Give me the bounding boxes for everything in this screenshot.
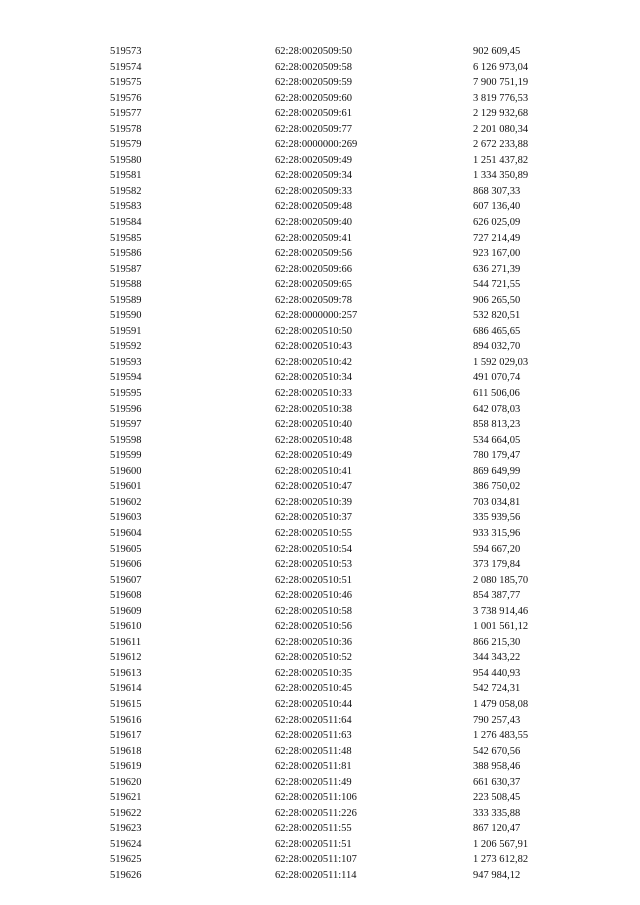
table-row [110, 448, 590, 464]
row-number-cell: 519582 [110, 185, 142, 197]
table-row [110, 635, 590, 651]
row-number-cell: 519594 [110, 372, 142, 384]
row-number-cell: 519614 [110, 683, 142, 695]
row-number-cell: 519601 [110, 481, 142, 493]
cadastral-value-cell: 661 630,37 [473, 776, 521, 788]
row-number-cell: 519621 [110, 792, 142, 804]
cadastral-value-cell: 388 958,46 [473, 761, 521, 773]
table-row [110, 122, 590, 138]
table-row [110, 573, 590, 589]
cadastral-value-cell: 532 820,51 [473, 310, 521, 322]
cadastral-number-cell: 62:28:0020511:48 [275, 745, 352, 757]
table-row [110, 604, 590, 620]
row-number-cell: 519574 [110, 61, 142, 73]
row-number-cell: 519579 [110, 139, 142, 151]
row-number-cell: 519575 [110, 77, 142, 89]
cadastral-number-cell: 62:28:0020509:65 [275, 279, 353, 291]
row-number-cell: 519622 [110, 807, 142, 819]
row-number-cell: 519576 [110, 92, 142, 104]
cadastral-value-cell: 2 201 080,34 [473, 123, 529, 135]
cadastral-value-cell: 780 179,47 [473, 450, 521, 462]
cadastral-number-cell: 62:28:0020510:37 [275, 512, 353, 524]
cadastral-value-cell: 894 032,70 [473, 341, 521, 353]
cadastral-number-cell: 62:28:0020510:58 [275, 605, 353, 617]
row-number-cell: 519588 [110, 279, 142, 291]
cadastral-value-cell: 1 334 350,89 [473, 170, 529, 182]
row-number-cell: 519616 [110, 714, 142, 726]
row-number-cell: 519592 [110, 341, 142, 353]
row-number-cell: 519581 [110, 170, 142, 182]
cadastral-number-cell: 62:28:0020511:64 [275, 714, 352, 726]
cadastral-number-cell: 62:28:0020510:40 [275, 419, 353, 431]
table-row [110, 821, 590, 837]
table-row [110, 775, 590, 791]
cadastral-number-cell: 62:28:0020511:107 [275, 854, 357, 866]
cadastral-value-cell: 2 080 185,70 [473, 574, 529, 586]
table-row [110, 60, 590, 76]
cadastral-value-cell: 1 273 612,82 [473, 854, 529, 866]
cadastral-value-cell: 534 664,05 [473, 434, 521, 446]
table-row [110, 433, 590, 449]
table-row [110, 168, 590, 184]
cadastral-value-cell: 867 120,47 [473, 823, 521, 835]
cadastral-number-cell: 62:28:0000000:257 [275, 310, 358, 322]
cadastral-value-cell: 223 508,45 [473, 792, 521, 804]
cadastral-number-cell: 62:28:0020510:41 [275, 465, 353, 477]
cadastral-value-cell: 933 315,96 [473, 527, 521, 539]
cadastral-value-cell: 866 215,30 [473, 636, 521, 648]
cadastral-value-cell: 373 179,84 [473, 559, 521, 571]
row-number-cell: 519583 [110, 201, 142, 213]
cadastral-value-cell: 854 387,77 [473, 590, 521, 602]
cadastral-number-cell: 62:28:0020510:38 [275, 403, 353, 415]
row-number-cell: 519618 [110, 745, 142, 757]
cadastral-value-cell: 858 813,23 [473, 419, 521, 431]
row-number-cell: 519590 [110, 310, 142, 322]
row-number-cell: 519625 [110, 854, 142, 866]
cadastral-value-cell: 2 129 932,68 [473, 108, 529, 120]
table-row [110, 510, 590, 526]
cadastral-number-cell: 62:28:0020510:35 [275, 667, 353, 679]
cadastral-number-cell: 62:28:0020510:33 [275, 388, 353, 400]
row-number-cell: 519596 [110, 403, 142, 415]
cadastral-value-cell: 542 670,56 [473, 745, 521, 757]
table-row [110, 806, 590, 822]
table-row [110, 277, 590, 293]
cadastral-value-cell: 686 465,65 [473, 325, 521, 337]
cadastral-number-cell: 62:28:0020510:56 [275, 621, 353, 633]
cadastral-value-cell: 636 271,39 [473, 263, 521, 275]
cadastral-value-cell: 923 167,00 [473, 248, 521, 260]
cadastral-number-cell: 62:28:0020509:60 [275, 92, 353, 104]
table-row [110, 402, 590, 418]
cadastral-value-cell: 6 126 973,04 [473, 61, 529, 73]
row-number-cell: 519600 [110, 465, 142, 477]
cadastral-value-cell: 906 265,50 [473, 294, 521, 306]
row-number-cell: 519605 [110, 543, 142, 555]
cadastral-value-cell: 954 440,93 [473, 667, 521, 679]
cadastral-number-cell: 62:28:0020509:49 [275, 154, 353, 166]
row-number-cell: 519609 [110, 605, 142, 617]
table-row [110, 650, 590, 666]
table-row [110, 713, 590, 729]
table-row [110, 215, 590, 231]
row-number-cell: 519598 [110, 434, 142, 446]
row-number-cell: 519610 [110, 621, 142, 633]
cadastral-number-cell: 62:28:0020511:106 [275, 792, 357, 804]
row-number-cell: 519615 [110, 698, 142, 710]
cadastral-value-cell: 544 721,55 [473, 279, 521, 291]
cadastral-value-cell: 3 738 914,46 [473, 605, 529, 617]
table-row [110, 231, 590, 247]
cadastral-value-cell: 386 750,02 [473, 481, 521, 493]
row-number-cell: 519619 [110, 761, 142, 773]
row-number-cell: 519626 [110, 869, 142, 881]
cadastral-number-cell: 62:28:0020510:53 [275, 559, 353, 571]
row-number-cell: 519584 [110, 217, 142, 229]
table-row [110, 246, 590, 262]
cadastral-number-cell: 62:28:0000000:269 [275, 139, 358, 151]
row-number-cell: 519589 [110, 294, 142, 306]
cadastral-value-cell: 1 251 437,82 [473, 154, 529, 166]
row-number-cell: 519595 [110, 388, 142, 400]
table-row [110, 386, 590, 402]
table-row [110, 588, 590, 604]
cadastral-value-cell: 1 479 058,08 [473, 698, 529, 710]
table-row [110, 728, 590, 744]
cadastral-value-cell: 542 724,31 [473, 683, 521, 695]
table-row [110, 106, 590, 122]
cadastral-number-cell: 62:28:0020509:77 [275, 123, 353, 135]
cadastral-value-cell: 3 819 776,53 [473, 92, 529, 104]
cadastral-number-cell: 62:28:0020510:50 [275, 325, 353, 337]
cadastral-value-cell: 1 276 483,55 [473, 730, 529, 742]
table-row [110, 339, 590, 355]
row-number-cell: 519611 [110, 636, 142, 648]
cadastral-value-cell: 703 034,81 [473, 496, 521, 508]
table-row [110, 790, 590, 806]
row-number-cell: 519585 [110, 232, 142, 244]
row-number-cell: 519586 [110, 248, 142, 260]
table-row [110, 199, 590, 215]
table-row [110, 370, 590, 386]
table-row [110, 44, 590, 60]
row-number-cell: 519612 [110, 652, 142, 664]
table-row [110, 759, 590, 775]
cadastral-value-cell: 727 214,49 [473, 232, 521, 244]
cadastral-number-cell: 62:28:0020511:114 [275, 869, 357, 881]
cadastral-value-cell: 335 939,56 [473, 512, 521, 524]
cadastral-value-cell: 333 335,88 [473, 807, 521, 819]
cadastral-value-cell: 790 257,43 [473, 714, 521, 726]
cadastral-value-cell: 902 609,45 [473, 46, 521, 57]
cadastral-number-cell: 62:28:0020510:55 [275, 527, 353, 539]
cadastral-value-cell: 642 078,03 [473, 403, 521, 415]
cadastral-number-cell: 62:28:0020510:45 [275, 683, 353, 695]
cadastral-number-cell: 62:28:0020510:42 [275, 356, 353, 368]
table-row [110, 308, 590, 324]
row-number-cell: 519591 [110, 325, 142, 337]
row-number-cell: 519620 [110, 776, 142, 788]
row-number-cell: 519587 [110, 263, 142, 275]
table-row [110, 153, 590, 169]
table-row [110, 526, 590, 542]
table-row [110, 137, 590, 153]
cadastral-value-cell: 611 506,06 [473, 388, 520, 400]
cadastral-number-cell: 62:28:0020509:50 [275, 46, 353, 57]
row-number-cell: 519617 [110, 730, 142, 742]
cadastral-value-cell: 868 307,33 [473, 185, 521, 197]
table-row [110, 464, 590, 480]
table-row [110, 852, 590, 868]
table-row [110, 666, 590, 682]
cadastral-number-cell: 62:28:0020509:61 [275, 108, 353, 120]
cadastral-number-cell: 62:28:0020510:36 [275, 636, 353, 648]
cadastral-number-cell: 62:28:0020510:34 [275, 372, 353, 384]
cadastral-value-cell: 1 592 029,03 [473, 356, 529, 368]
table-row [110, 479, 590, 495]
cadastral-number-cell: 62:28:0020509:66 [275, 263, 353, 275]
row-number-cell: 519608 [110, 590, 142, 602]
row-number-cell: 519602 [110, 496, 142, 508]
cadastral-value-table [110, 44, 590, 884]
cadastral-value-cell: 626 025,09 [473, 217, 521, 229]
cadastral-number-cell: 62:28:0020511:51 [275, 838, 352, 850]
cadastral-number-cell: 62:28:0020509:78 [275, 294, 353, 306]
cadastral-number-cell: 62:28:0020510:47 [275, 481, 353, 493]
cadastral-number-cell: 62:28:0020509:41 [275, 232, 353, 244]
table-row [110, 495, 590, 511]
cadastral-value-cell: 1 206 567,91 [473, 838, 529, 850]
cadastral-number-cell: 62:28:0020510:44 [275, 698, 353, 710]
cadastral-number-cell: 62:28:0020511:49 [275, 776, 352, 788]
row-number-cell: 519577 [110, 108, 142, 120]
cadastral-number-cell: 62:28:0020510:51 [275, 574, 353, 586]
cadastral-value-cell: 947 984,12 [473, 869, 521, 881]
row-number-cell: 519599 [110, 450, 142, 462]
cadastral-value-cell: 869 649,99 [473, 465, 521, 477]
cadastral-number-cell: 62:28:0020511:226 [275, 807, 357, 819]
cadastral-number-cell: 62:28:0020509:33 [275, 185, 353, 197]
row-number-cell: 519580 [110, 154, 142, 166]
table-row [110, 868, 590, 884]
cadastral-value-cell: 344 343,22 [473, 652, 521, 664]
table-row [110, 619, 590, 635]
cadastral-number-cell: 62:28:0020509:34 [275, 170, 353, 182]
row-number-cell: 519624 [110, 838, 142, 850]
cadastral-number-cell: 62:28:0020510:46 [275, 590, 353, 602]
table-row [110, 542, 590, 558]
table-row [110, 697, 590, 713]
cadastral-number-cell: 62:28:0020511:55 [275, 823, 352, 835]
cadastral-value-cell: 1 001 561,12 [473, 621, 529, 633]
table-row [110, 262, 590, 278]
cadastral-value-cell: 7 900 751,19 [473, 77, 529, 89]
row-number-cell: 519623 [110, 823, 142, 835]
cadastral-number-cell: 62:28:0020510:49 [275, 450, 353, 462]
cadastral-number-cell: 62:28:0020510:48 [275, 434, 353, 446]
table-row [110, 293, 590, 309]
cadastral-number-cell: 62:28:0020510:52 [275, 652, 353, 664]
table-row [110, 91, 590, 107]
cadastral-number-cell: 62:28:0020509:59 [275, 77, 353, 89]
row-number-cell: 519578 [110, 123, 142, 135]
cadastral-number-cell: 62:28:0020509:48 [275, 201, 353, 213]
table-row [110, 557, 590, 573]
cadastral-number-cell: 62:28:0020510:43 [275, 341, 353, 353]
table-row [110, 75, 590, 91]
cadastral-number-cell: 62:28:0020509:56 [275, 248, 353, 260]
row-number-cell: 519613 [110, 667, 142, 679]
row-number-cell: 519593 [110, 356, 142, 368]
cadastral-number-cell: 62:28:0020509:40 [275, 217, 353, 229]
table-row [110, 744, 590, 760]
cadastral-number-cell: 62:28:0020509:58 [275, 61, 353, 73]
row-number-cell: 519604 [110, 527, 142, 539]
row-number-cell: 519573 [110, 46, 142, 57]
row-number-cell: 519607 [110, 574, 142, 586]
cadastral-number-cell: 62:28:0020511:63 [275, 730, 352, 742]
cadastral-value-cell: 594 667,20 [473, 543, 521, 555]
table-row [110, 184, 590, 200]
row-number-cell: 519603 [110, 512, 142, 524]
table-row [110, 417, 590, 433]
row-number-cell: 519597 [110, 419, 142, 431]
table-row [110, 681, 590, 697]
table-row [110, 355, 590, 371]
row-number-cell: 519606 [110, 559, 142, 571]
cadastral-number-cell: 62:28:0020511:81 [275, 761, 352, 773]
cadastral-value-cell: 491 070,74 [473, 372, 521, 384]
cadastral-number-cell: 62:28:0020510:54 [275, 543, 353, 555]
cadastral-value-cell: 607 136,40 [473, 201, 521, 213]
table-row [110, 837, 590, 853]
table-row [110, 324, 590, 340]
cadastral-number-cell: 62:28:0020510:39 [275, 496, 353, 508]
cadastral-value-cell: 2 672 233,88 [473, 139, 529, 151]
